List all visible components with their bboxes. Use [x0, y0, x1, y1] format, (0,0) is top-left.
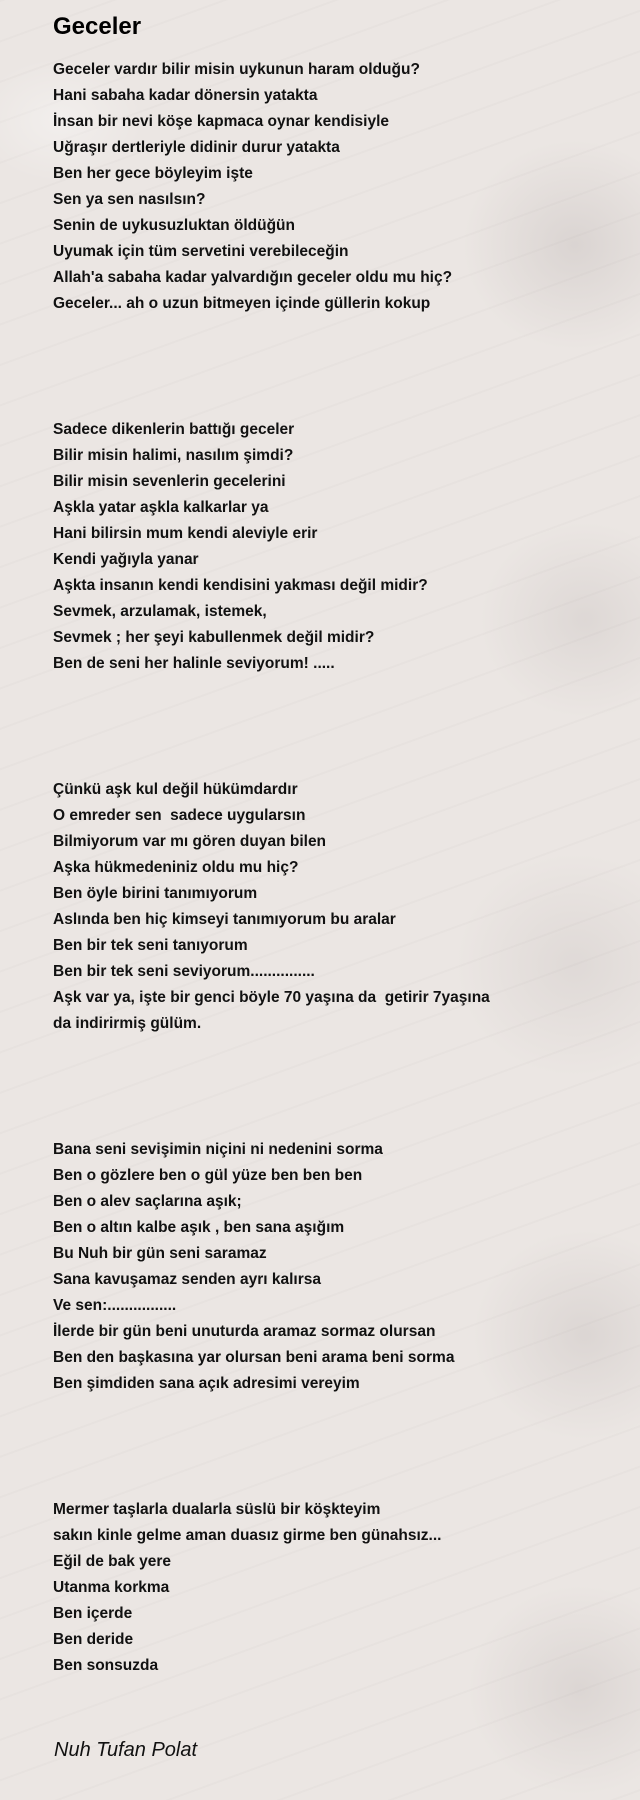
poem-line: Ben o gözlere ben o gül yüze ben ben ben — [53, 1167, 363, 1184]
poem-line: Ben sonsuzda — [53, 1657, 159, 1674]
stanza-gap — [53, 1037, 613, 1137]
poem-title: Geceler — [53, 13, 142, 40]
poem-line: O emreder sen sadece uygularsın — [53, 807, 306, 824]
poem-line: Uyumak için tüm servetini verebileceğin — [53, 243, 349, 260]
poem-line: Hani bilirsin mum kendi aleviyle erir — [53, 525, 318, 542]
poem-line: Ben de seni her halinle seviyorum! ..... — [53, 655, 335, 672]
poem-line: Utanma korkma — [53, 1579, 170, 1596]
poem-line: Çünkü aşk kul değil hükümdardır — [53, 781, 298, 798]
poem-line: Ben den başkasına yar olursan beni arama beni sorma — [53, 1349, 455, 1366]
poem-line: Sevmek ; her şeyi kabullenmek değil midir? — [53, 629, 375, 646]
poem-line: Ben o alev saçlarına aşık; — [53, 1193, 242, 1210]
poem-line: Ben bir tek seni tanıyorum — [53, 937, 248, 954]
stanza-gap — [53, 1397, 613, 1497]
poem-line: Hani sabaha kadar dönersin yatakta — [53, 87, 318, 104]
poem-line: Sevmek, arzulamak, istemek, — [53, 603, 267, 620]
poem — [53, 12, 613, 1679]
poem-line: İnsan bir nevi köşe kapmaca oynar kendisiyle — [53, 113, 389, 130]
stanza-5 — [53, 1497, 613, 1679]
poem-line: Sen ya sen nasılsın? — [53, 191, 206, 208]
poem-line: Aşkta insanın kendi kendisini yakması değil midir? — [53, 577, 428, 594]
poem-line: Ben o altın kalbe aşık , ben sana aşığım — [53, 1219, 345, 1236]
poem-line: Sadece dikenlerin battığı geceler — [53, 421, 295, 438]
stanza-4 — [53, 1137, 613, 1397]
poem-line: Ben her gece böyleyim işte — [53, 165, 253, 182]
poem-line: sakın kinle gelme aman duasız girme ben günahsız... — [53, 1527, 442, 1544]
author-name: Nuh Tufan Polat — [54, 1739, 198, 1761]
poem-line: Ben deride — [53, 1631, 134, 1648]
poem-line: Ve sen:................ — [53, 1297, 177, 1314]
stanza-2 — [53, 417, 613, 677]
poem-line: da indirirmiş gülüm. — [53, 1015, 202, 1032]
poem-line: Geceler vardır bilir misin uykunun haram olduğu? — [53, 61, 420, 78]
poem-line: Ben şimdiden sana açık adresimi vereyim — [53, 1375, 360, 1392]
poem-line: Uğraşır dertleriyle didinir durur yatakta — [53, 139, 340, 156]
poem-line: Senin de uykusuzluktan öldüğün — [53, 217, 295, 234]
stanza-gap — [53, 677, 613, 777]
stanza-1 — [53, 57, 613, 317]
poem-line: Eğil de bak yere — [53, 1553, 172, 1570]
poem-line: Allah'a sabaha kadar yalvardığın geceler oldu mu hiç? — [53, 269, 453, 286]
poem-line: Aşka hükmedeniniz oldu mu hiç? — [53, 859, 299, 876]
poem-line: Ben öyle birini tanımıyorum — [53, 885, 258, 902]
poem-line: Bana seni sevişimin niçini ni nedenini sorma — [53, 1141, 383, 1158]
poem-line: Bilmiyorum var mı gören duyan bilen — [53, 833, 327, 850]
poem-line: İlerde bir gün beni unuturda aramaz sormaz olursan — [53, 1323, 436, 1340]
stanza-3 — [53, 777, 613, 1037]
stanza-gap — [53, 317, 613, 417]
poem-line: Sana kavuşamaz senden ayrı kalırsa — [53, 1271, 321, 1288]
poem-line: Aşkla yatar aşkla kalkarlar ya — [53, 499, 269, 516]
poem-line: Bu Nuh bir gün seni saramaz — [53, 1245, 267, 1262]
poem-line: Aslında ben hiç kimseyi tanımıyorum bu aralar — [53, 911, 396, 928]
poem-line: Mermer taşlarla dualarla süslü bir köşkteyim — [53, 1501, 381, 1518]
poem-line: Ben içerde — [53, 1605, 133, 1622]
poem-line: Kendi yağıyla yanar — [53, 551, 199, 568]
poem-line: Aşk var ya, işte bir genci böyle 70 yaşına da getirir 7yaşına — [53, 989, 490, 1006]
poem-line: Geceler... ah o uzun bitmeyen içinde güllerin kokup — [53, 295, 431, 312]
poem-line: Bilir misin halimi, nasılım şimdi? — [53, 447, 294, 464]
poem-line: Bilir misin sevenlerin gecelerini — [53, 473, 286, 490]
poem-line: Ben bir tek seni seviyorum............... — [53, 963, 315, 980]
